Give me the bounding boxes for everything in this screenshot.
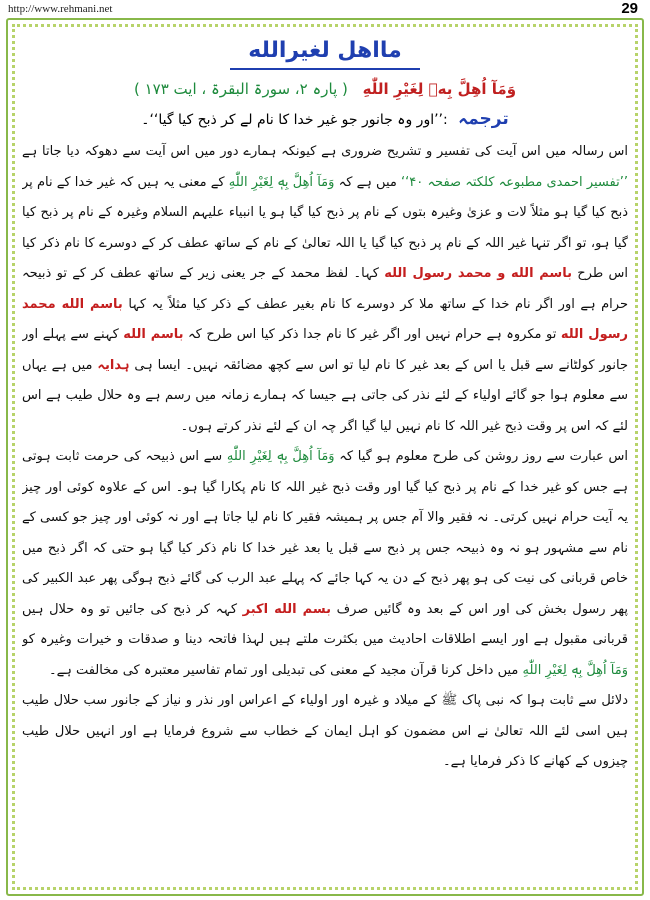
text-segment: اس رسالہ میں اس آیت کی تفسیر و تشریح ضروری ہے کیونکہ ہمارے دور میں اس آیت سے دھوکہ دیا جاتا ہے [22, 144, 628, 159]
text-segment: تو مکروہ ہے حرام نہیں اور اگر غیر کا نام جدا ذکر کیا اس طرح کہ [183, 327, 561, 342]
text-segment: کہا۔ لفظ محمد کے جر یعنی زیر کے ساتھ عطف کر کے تو ذبیحہ حرام ہے اور اگر نام خدا کے ساتھ ملا کر دوسرے کا نام بغیر عطف کے ذکر کیا مثلاً یہ کہا [22, 266, 628, 312]
text-segment: ’’تفسیر احمدی مطبوعہ کلکتہ صفحہ ۴۰‘‘ [401, 174, 628, 190]
text-segment: ہدایہ [97, 357, 130, 373]
title-underline [230, 68, 420, 70]
text-segment: اس عبارت سے روز روشن کی طرح معلوم ہو گیا کہ [334, 449, 628, 464]
page-number: 29 [621, 0, 638, 17]
text-segment: کہنے سے پہلے اور جانور کولٹانے سے قبل یا اس کے بعد غیر کا نام لیا تو اس سے کچھ مضائقہ نہیں۔ ایسا ہی [22, 327, 628, 373]
translation-label: ترجمہ [458, 109, 509, 129]
text-segment: کے معنی یہ ہیں کہ غیر خدا کے نام پر ذبح کیا گیا ہو مثلاً لات و عزیٰ وغیرہ بتوں کے نام پر ذبح کیا گیا ہو یا انبیاء علیہم السلام وغیرہ کے نام پر ذبح کیا گیا ہو، تو اگر تنہا غیر اللہ کے نام پر ذبح کیا گیا یا اللہ تعالیٰ کے نام کے ساتھ عطف کر کے دوسرے کا نام ذکر کیا اس طرح [22, 174, 628, 281]
paragraph-3 [22, 686, 628, 778]
verse-reference: ( پارہ ۲، سورۃ البقرۃ ، ایت ۱۷۳ ) [133, 80, 348, 98]
verse-line [22, 76, 628, 102]
text-segment: باسم الله [123, 327, 184, 342]
text-segment: باسم الله و محمد رسول الله [384, 266, 572, 281]
text-segment: میں ہے کہ [334, 174, 402, 190]
text-segment: میں ہے یہاں سے معلوم ہوا جو گائے اولیاء کے لئے نذر کی جاتی ہے جیسا کہ ہمارے زمانہ میں رسم ہے وہ حلال طیب ہے اس لئے کہ اس پر وقت ذبح غیر اللہ کا نام نہیں لیا گیا اگر چہ ان کے لئے نذر کرتے ہوں۔ [22, 357, 628, 434]
verse-arabic: وَمَآ اُهِلَّ بِهٖ لِغَيْرِ اللّٰهِ [362, 80, 517, 98]
paragraph-2 [22, 442, 628, 686]
text-segment: میں داخل کرنا قرآن مجید کے معنی کی تبدیلی اور تمام تفاسیر معتبرہ کی مخالفت ہے۔ [48, 662, 523, 678]
site-url: http://www.rehmani.net [8, 3, 113, 15]
text-segment: سے اس ذبیحہ کی حرمت ثابت ہوتی ہے جس کو غیر خدا کے نام پر ذبح کیا گیا اور وقت ذبح غیر اللہ کا نام پکارا گیا ہو۔ اس کے علاوہ کوئی اور چیز یہ آیت حرام نہیں کرتی۔ نہ فقیر والا آم جس پر ہمیشہ فقیر کا نام لیا جاتا ہے اور نہ کوئی اور چیز جو کسی کے نام سے مشہور ہو نہ وہ ذبیحہ جس پر ذبح سے قبل یا بعد غیر خدا کا نام ذکر کیا گیا ہو حتی کہ اگر ذبح میں خاص قربانی کی نیت کی ہو پھر ذبح کے دن یہ کہا جائے کہ پہلے عبد الرب کی گائے ذبح ہوگی پھر عبد الکبیر کی پھر رسول بخش کی اور اس کے بعد وہ گائیں صرف [22, 449, 628, 617]
text-segment: بسم الله اکبر [242, 601, 331, 617]
page-content [22, 30, 628, 885]
text-segment: کہہ کر ذبح کی جائیں تو وہ حلال ہیں قربانی مقبول ہے اور ایسے اطلاقات احادیث میں بکثرت ملتے ہیں لہذا فاتحہ دینا و صدقات و خیرات وغیرہ کو [22, 601, 628, 647]
page-title: مااهل لغيرالله [248, 38, 402, 63]
text-segment: باسم الله محمد رسول الله [22, 296, 628, 342]
text-segment: وَمَآ اُهِلَّ بِهٖ لِغَيْرِ اللّٰهِ [226, 449, 335, 464]
text-segment: وَمَآ اُهِلَّ بِهٖ لِغَيْرِ اللّٰهِ [522, 662, 628, 678]
translation-line [22, 106, 628, 133]
text-segment: وَمَآ اُهِلَّ بِهٖ لِغَيْرِ اللّٰهِ [228, 174, 335, 190]
translation-text: :’’اور وہ جانور جو غیر خدا کا نام لے کر ذبح کیا گیا‘‘۔ [141, 112, 448, 128]
paragraph-1 [22, 137, 628, 442]
text-segment: دلائل سے ثابت ہوا کہ نبی پاک ﷺ کے میلاد و غیرہ اور اولیاء کے اعراس اور نذر و نیاز کے جانور سب حلال طیب ہیں اسی لئے اللہ تعالیٰ نے اس مضمون کو اہل ایمان کے خطاب سے شروع فرمایا ہے اور انہیں حلال طیب چیزوں کے کھانے کا ذکر فرمایا ہے۔ [22, 693, 628, 769]
